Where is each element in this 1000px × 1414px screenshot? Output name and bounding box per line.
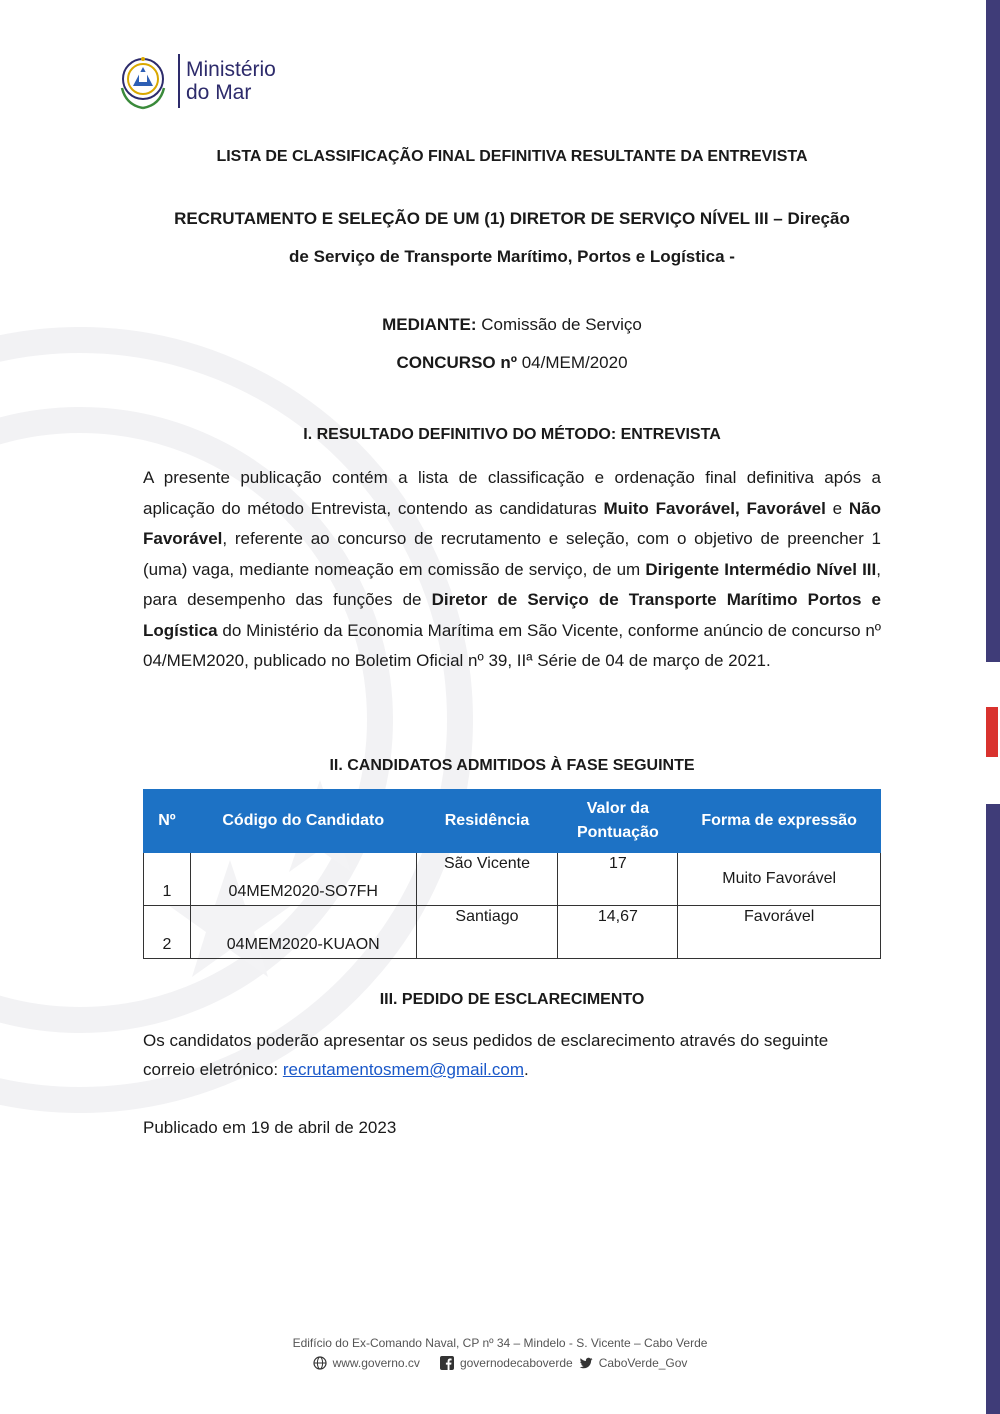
concurso-value: 04/MEM/2020 [516,353,628,372]
concurso-line [143,353,881,373]
cell-score: 14,67 [558,906,678,959]
mediante-line [143,315,881,335]
globe-icon [313,1356,327,1370]
table-row [144,853,881,906]
para-text: , para desempenho das funções de [143,559,881,609]
cell-score: 17 [558,853,678,906]
cell-number: 2 [144,906,191,959]
section-3-paragraph [143,1026,881,1084]
para-text: do Ministério da Economia Marítima em São Vicente, conforme anúncio de concurso nº 04/MEM2020, publicado no Boletim Oficial nº 39, IIª Série de 04 de março de 2021. [143,620,881,670]
footer-address: Edifício do Ex-Comando Naval, CP nº 34 – Mindelo - S. Vicente – Cabo Verde [292,1336,708,1350]
para-bold: Diretor de Serviço de Transporte Marítimo Portos e Logística [143,590,881,640]
concurso-label: CONCURSO nº [396,353,517,372]
para-text: A presente publicação contém a lista de classificação e ordenação final definitiva após a aplicação do método Entrevista, contendo as candidaturas [143,468,881,518]
logo-text [186,58,276,104]
right-accent-bar-top [986,0,1000,662]
para-text: Os candidatos poderão apresentar os seus pedidos de esclarecimento através do seguinte correio eletrónico: [143,1031,829,1079]
candidates-table [143,789,881,959]
right-accent-bar-bottom [986,804,1000,1414]
website-link[interactable]: www.governo.cv [332,1356,420,1370]
section-1-paragraph [143,463,881,677]
column-header: Código do Candidato [190,790,416,853]
cell-code: 04MEM2020-KUAON [190,906,416,959]
cell-residence: São Vicente [416,853,558,906]
cell-residence: Santiago [416,906,558,959]
cell-expression: Muito Favorável [678,853,881,906]
section-1-heading: I. RESULTADO DEFINITIVO DO MÉTODO: ENTREVISTA [303,426,721,443]
para-text: . [524,1060,529,1079]
subtitle-line-1: RECRUTAMENTO E SELEÇÃO DE UM (1) DIRETOR DE SERVIÇO NÍVEL III – Direção [174,209,850,228]
column-header: Nº [144,790,191,853]
twitter-icon [579,1356,593,1370]
column-header: Forma de expressão [678,790,881,853]
cell-number: 1 [144,853,191,906]
para-text: , referente ao concurso de recrutamento e seleção, com o objetivo de preencher 1 (uma) vaga, mediante nomeação em comissão de serviço, de um [143,529,881,579]
cell-expression: Favorável [678,906,881,959]
logo-divider [178,54,180,108]
cabo-verde-emblem-icon [112,50,174,112]
column-header [558,790,678,853]
score-header-line-1: Valor da [586,800,649,817]
para-bold: Muito Favorável, Favorável [603,498,826,518]
para-bold: Não Favorável [143,498,882,548]
column-header: Residência [416,790,558,853]
facebook-link[interactable]: governodecaboverde [459,1356,573,1370]
para-bold: Dirigente Intermédio Nível III [645,559,877,579]
footer-links [250,1356,750,1370]
logo-line-1: Ministério [186,58,276,81]
section-2-heading: II. CANDIDATOS ADMITIDOS À FASE SEGUINTE [329,757,695,774]
document-subtitle [143,200,881,276]
email-link[interactable]: recrutamentosmem@gmail.com [282,1060,524,1079]
twitter-link[interactable]: CaboVerde_Gov [598,1356,688,1370]
mediante-label: MEDIANTE: [382,315,477,334]
table-header-row [144,790,881,853]
published-date: Publicado em 19 de abril de 2023 [143,1118,397,1137]
section-3-heading: III. PEDIDO DE ESCLARECIMENTO [379,991,645,1008]
para-text: e [825,498,849,518]
table-row [144,906,881,959]
mediante-value: Comissão de Serviço [476,315,642,334]
ministry-logo [112,50,276,112]
document-title: LISTA DE CLASSIFICAÇÃO FINAL DEFINITIVA RESULTANTE DA ENTREVISTA [216,148,808,165]
cell-code: 04MEM2020-SO7FH [190,853,416,906]
logo-line-2: do Mar [186,81,252,104]
facebook-icon [440,1356,454,1370]
subtitle-line-2: de Serviço de Transporte Marítimo, Portos e Logística - [289,247,735,266]
right-accent-bar-red [986,707,998,757]
score-header-line-2: Pontuação [576,824,659,841]
